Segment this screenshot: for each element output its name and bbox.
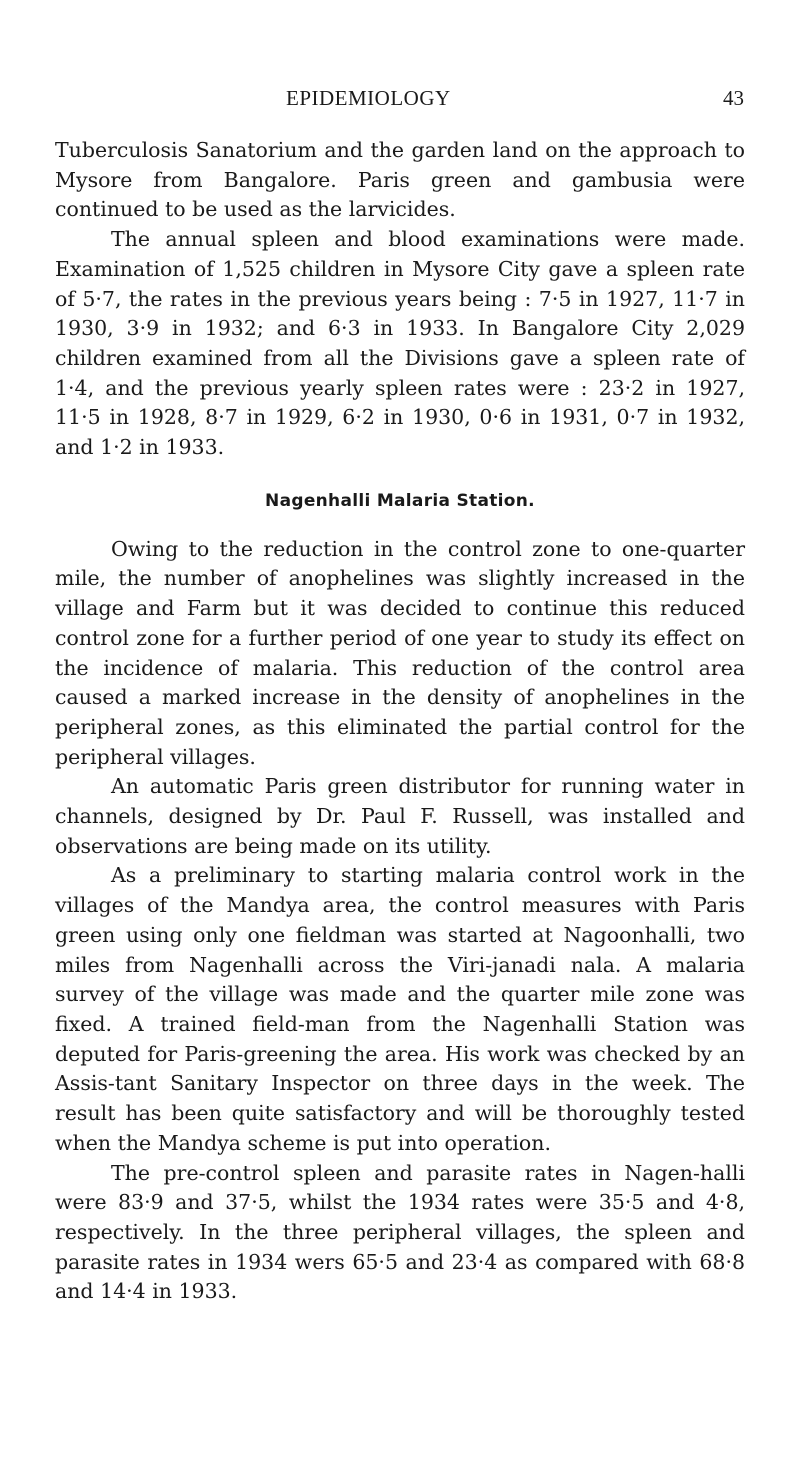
paragraph-spleen-parasite-rates: The pre-control spleen and parasite rates in Nagen-halli were 83·9 and 37·5, whilst the 1934 rates were 35·5 and 4·8, respectively. In the three peripheral villages, the spleen and parasite rates in 1934 wers 65·5 and 23·4 as compared with 68·8 and 14·4 in 1933. [55, 1160, 745, 1304]
page-number: 43 [723, 86, 744, 110]
body-text [55, 136, 745, 1307]
running-title: EPIDEMIOLOGY [286, 86, 451, 110]
running-header [0, 86, 801, 116]
paragraph-spleen-examinations: The annual spleen and blood examinations were made. Examination of 1,525 children in Mysore City gave a spleen rate of 5·7, the rates in the previous years being : 7·5 in 1927, 11·7 in 1930, 3·9 in 1932; and 6·3 in 1933. In Bangalore City 2,029 children examined from all the Divisions gave a spleen rate of 1·4, and the previous yearly spleen rates were : 23·2 in 1927, 11·5 in 1928, 8·7 in 1929, 6·2 in 1930, 0·6 in 1931, 0·7 in 1932, and 1·2 in 1933. [55, 227, 745, 460]
paragraph-continuation: Tuberculosis Sanatorium and the garden land on the approach to Mysore from Bangalore. Paris green and gambusia were continued to be used as the larvicides. [55, 138, 745, 222]
paragraph-mandya-preliminary: As a preliminary to starting malaria control work in the villages of the Mandya area, the control measures with Paris green using only one fieldman was started at Nagoonhalli, two miles from Nagenhalli across the Viri-janadi nala. A malaria survey of the village was made and the quarter mile zone was fixed. A trained field-man from the Nagenhalli Station was deputed for Paris-greening the area. His work was checked by an Assis-tant Sanitary Inspector on three days in the week. The result has been quite satisfactory and will be thoroughly tested when the Mandya scheme is put into operation. [55, 863, 745, 1155]
paragraph-control-zone: Owing to the reduction in the control zone to one-quarter mile, the number of anophelines was slightly increased in the village and Farm but it was decided to continue this reduced control zone for a further period of one year to study its effect on the incidence of malaria. This reduction of the control area caused a marked increase in the density of anophelines in the peripheral zones, as this eliminated the partial control for the peripheral villages. [55, 536, 745, 769]
paragraph-paris-green-distributor: An automatic Paris green distributor for running water in channels, designed by Dr. Paul F. Russell, was installed and observations are being made on its utility. [55, 774, 745, 858]
section-heading: Nagenhalli Malaria Station. [265, 490, 535, 511]
